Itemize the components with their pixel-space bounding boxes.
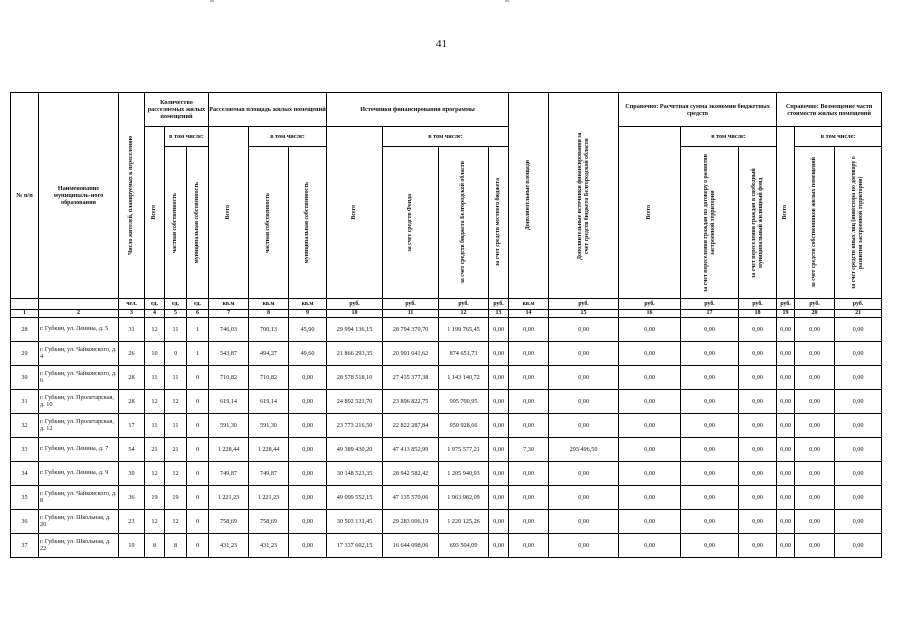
table-row — [11, 438, 882, 462]
header-municipal: муниципальная собственность — [187, 147, 209, 299]
header-municipal-area: муниципальная собственность — [289, 147, 327, 299]
table-cell: 0,00 — [619, 486, 681, 510]
header-area-group: Расселяемая площадь жилых помещений — [209, 93, 327, 127]
column-number: 17 — [681, 310, 739, 318]
header-extra-sources: Дополнительные источники финансирования за счет средств бюджета Белгородской области — [549, 93, 619, 299]
table-row — [11, 534, 882, 558]
table-cell: 431,23 — [249, 534, 289, 558]
table-cell: 0,00 — [739, 414, 777, 438]
table-cell: 0,00 — [489, 438, 509, 462]
header-area-total: Всего — [209, 127, 249, 299]
table-cell: 30 148 523,35 — [327, 462, 383, 486]
table-cell: 29 283 006,19 — [383, 510, 439, 534]
table-cell: 0,00 — [489, 342, 509, 366]
table-cell: 19 — [145, 486, 165, 510]
mo-name: г. Губкин, ул. Пролетарская, д. 10 — [39, 390, 119, 414]
table-cell: 0,00 — [619, 318, 681, 342]
table-cell: 0,00 — [739, 390, 777, 414]
column-number: 19 — [777, 310, 795, 318]
header-econ-contract: за счет переселения граждан по договору о развитии застроенной территории — [681, 147, 739, 299]
header-area-incl: в том числе: — [249, 127, 327, 147]
table-cell: 0,00 — [777, 342, 795, 366]
table-cell: 0,00 — [739, 510, 777, 534]
table-cell: 0,00 — [739, 486, 777, 510]
header-econ-free-fund: за счет переселения граждан в свободный муниципальный жилищный фонд — [739, 147, 777, 299]
table-cell: 1 — [187, 318, 209, 342]
table-cell: 0,00 — [681, 534, 739, 558]
table-cell: 0,00 — [681, 462, 739, 486]
table-cell: 543,87 — [209, 342, 249, 366]
table-cell: 758,69 — [249, 510, 289, 534]
mo-name: г. Губкин, ул. Ленина, д. 9 — [39, 462, 119, 486]
unit-cell: ед. — [187, 299, 209, 310]
unit-cell: руб. — [777, 299, 795, 310]
table-cell: 12 — [165, 462, 187, 486]
table-cell: 746,03 — [209, 318, 249, 342]
table-cell: 12 — [145, 390, 165, 414]
table-cell: 12 — [145, 318, 165, 342]
column-number: 12 — [439, 310, 489, 318]
table-cell: 28 794 370,70 — [383, 318, 439, 342]
table-cell: 619,14 — [249, 390, 289, 414]
table-cell: 0,00 — [795, 486, 835, 510]
table-row — [11, 390, 882, 414]
mo-name: г. Губкин, ул. Ленина, д. 7 — [39, 438, 119, 462]
table-cell: 0,00 — [509, 534, 549, 558]
table-cell: 28 — [119, 366, 145, 390]
table-cell: 0,00 — [489, 318, 509, 342]
table-cell: 12 — [165, 510, 187, 534]
unit-cell: кв.м — [509, 299, 549, 310]
table-cell: 0 — [187, 534, 209, 558]
mo-name: г. Губкин, ул. Чайковского, д. 4 — [39, 342, 119, 366]
header-comp-total: Всего — [777, 127, 795, 299]
unit-cell: руб. — [681, 299, 739, 310]
header-num: № п/п — [11, 93, 39, 299]
table-cell: 11 — [145, 414, 165, 438]
table-cell: 11 — [145, 366, 165, 390]
table-cell: 0,00 — [489, 366, 509, 390]
table-cell: 7,30 — [509, 438, 549, 462]
table-cell: 30 503 131,45 — [327, 510, 383, 534]
table-cell: 700,13 — [249, 318, 289, 342]
table-cell: 710,82 — [209, 366, 249, 390]
column-number: 5 — [165, 310, 187, 318]
table-cell: 0,00 — [835, 486, 882, 510]
table-cell: 23 773 216,50 — [327, 414, 383, 438]
table-cell: 0,00 — [509, 414, 549, 438]
table-cell: 0,00 — [549, 414, 619, 438]
table-cell: 11 — [165, 366, 187, 390]
row-number: 30 — [11, 366, 39, 390]
table-row — [11, 366, 882, 390]
table-cell: 1 143 140,72 — [439, 366, 489, 390]
table-cell: 0,00 — [489, 390, 509, 414]
table-cell: 23 — [119, 510, 145, 534]
column-number: 18 — [739, 310, 777, 318]
column-number: 6 — [187, 310, 209, 318]
table-cell: 0,00 — [835, 438, 882, 462]
table-cell: 0,00 — [835, 366, 882, 390]
table-cell: 1 228,44 — [249, 438, 289, 462]
unit-cell: руб. — [383, 299, 439, 310]
table-cell: 749,87 — [209, 462, 249, 486]
column-number: 3 — [119, 310, 145, 318]
table-cell: 0,00 — [509, 510, 549, 534]
mo-name: г. Губкин, ул. Ленина, д. 5 — [39, 318, 119, 342]
unit-cell: чел. — [119, 299, 145, 310]
table-cell: 0,00 — [489, 414, 509, 438]
table-cell: 0,00 — [777, 318, 795, 342]
unit-cell: руб. — [795, 299, 835, 310]
table-cell: 16 644 098,06 — [383, 534, 439, 558]
header-region-budget: за счет средств бюджета Белгородской области — [439, 147, 489, 299]
table-cell: 0,00 — [795, 390, 835, 414]
table-cell: 17 — [119, 414, 145, 438]
row-number: 36 — [11, 510, 39, 534]
table-cell: 710,82 — [249, 366, 289, 390]
table-cell: 0,00 — [739, 534, 777, 558]
header-comp-owners: за счет средств собственников жилых помещений — [795, 147, 835, 299]
table-cell: 21 866 293,35 — [327, 342, 383, 366]
table-cell: 0,00 — [739, 462, 777, 486]
table-cell: 0,00 — [489, 510, 509, 534]
table-cell: 0,00 — [619, 510, 681, 534]
table-cell: 950 928,66 — [439, 414, 489, 438]
row-number: 37 — [11, 534, 39, 558]
header-comp-investor: за счет средств иных лиц (инвестора по договору о развитии застроенной территории) — [835, 147, 882, 299]
header-sources-group: Источники финансирования программы — [327, 93, 509, 127]
table-cell: 31 — [119, 318, 145, 342]
mo-name: г. Губкин, ул. Пролетарская, д. 12 — [39, 414, 119, 438]
table-cell: 431,23 — [209, 534, 249, 558]
unit-cell: руб. — [489, 299, 509, 310]
unit-cell: руб. — [619, 299, 681, 310]
column-number: 21 — [835, 310, 882, 318]
table-cell: 0,00 — [489, 462, 509, 486]
table-cell: 1 — [187, 342, 209, 366]
table-cell: 0,00 — [795, 342, 835, 366]
table-cell: 1 963 982,09 — [439, 486, 489, 510]
row-number: 28 — [11, 318, 39, 342]
mo-name: г. Губкин, ул. Чайковского, д. 6 — [39, 366, 119, 390]
table-cell: 0,00 — [549, 510, 619, 534]
table-cell: 0,00 — [739, 318, 777, 342]
table-cell: 0,00 — [777, 414, 795, 438]
table-cell: 0,00 — [619, 534, 681, 558]
units-row — [11, 299, 882, 310]
table-cell: 0,00 — [835, 462, 882, 486]
table-row — [11, 318, 882, 342]
table-cell: 0,00 — [795, 318, 835, 342]
table-cell: 0,00 — [549, 318, 619, 342]
table-row — [11, 342, 882, 366]
table-cell: 24 892 523,70 — [327, 390, 383, 414]
table-cell: 0,00 — [739, 366, 777, 390]
table-cell: 0,00 — [835, 390, 882, 414]
unit-cell: ед. — [145, 299, 165, 310]
table-cell: 49 389 430,20 — [327, 438, 383, 462]
table-cell: 0,00 — [681, 342, 739, 366]
unit-cell: кв.м — [209, 299, 249, 310]
header-rooms-group: Количество расселяемых жилых помещений — [145, 93, 209, 127]
column-numbers-row — [11, 310, 882, 318]
table-cell: 9 — [165, 342, 187, 366]
table-cell: 19 — [119, 534, 145, 558]
table-cell: 0,00 — [509, 462, 549, 486]
table-cell: 36 — [119, 486, 145, 510]
table-cell: 0,00 — [835, 534, 882, 558]
column-number: 11 — [383, 310, 439, 318]
table-cell: 0 — [187, 366, 209, 390]
table-cell: 0,00 — [795, 462, 835, 486]
table-cell: 293 496,50 — [549, 438, 619, 462]
column-number: 7 — [209, 310, 249, 318]
table-cell: 0,00 — [777, 438, 795, 462]
table-cell: 0 — [187, 462, 209, 486]
table-cell: 47 135 570,06 — [383, 486, 439, 510]
row-number: 29 — [11, 342, 39, 366]
table-cell: 0,00 — [681, 438, 739, 462]
column-number: 14 — [509, 310, 549, 318]
table-cell: 30 — [119, 462, 145, 486]
table-cell: 0,00 — [681, 390, 739, 414]
unit-cell: руб. — [835, 299, 882, 310]
table-cell: 28 942 582,42 — [383, 462, 439, 486]
column-number: 2 — [39, 310, 119, 318]
unit-cell: кв.м — [289, 299, 327, 310]
header-fund: за счет средств Фонда — [383, 147, 439, 299]
column-number: 1 — [11, 310, 39, 318]
table-cell: 0,00 — [777, 366, 795, 390]
table-cell: 1 221,23 — [249, 486, 289, 510]
row-number: 35 — [11, 486, 39, 510]
header-mo-name: Наименование муниципаль-ного образования — [39, 93, 119, 299]
table-cell: 591,30 — [249, 414, 289, 438]
table-cell: 0,00 — [777, 510, 795, 534]
table-cell: 0,00 — [289, 414, 327, 438]
table-cell: 0,00 — [619, 438, 681, 462]
table-cell: 28 — [119, 390, 145, 414]
table-cell: 19 — [165, 486, 187, 510]
table-cell: 27 435 377,38 — [383, 366, 439, 390]
table-cell: 0,00 — [681, 318, 739, 342]
table-cell: 0,00 — [777, 534, 795, 558]
table-cell: 0,00 — [795, 366, 835, 390]
row-number: 34 — [11, 462, 39, 486]
unit-cell: кв.м — [249, 299, 289, 310]
table-cell: 0,00 — [289, 366, 327, 390]
table-cell: 1 228,44 — [209, 438, 249, 462]
table-cell: 49,60 — [289, 342, 327, 366]
table-cell: 0,00 — [619, 462, 681, 486]
table-cell: 47 413 852,99 — [383, 438, 439, 462]
table-cell: 0,00 — [549, 342, 619, 366]
table-cell: 26 — [119, 342, 145, 366]
table-cell: 591,30 — [209, 414, 249, 438]
row-number: 31 — [11, 390, 39, 414]
table-cell: 0,00 — [549, 534, 619, 558]
table-cell: 619,14 — [209, 390, 249, 414]
header-comp-incl: в том числе: — [795, 127, 882, 147]
table-cell: 1 199 765,45 — [439, 318, 489, 342]
table-cell: 0,00 — [289, 486, 327, 510]
table-cell: 0,00 — [619, 366, 681, 390]
table-cell: 0,00 — [835, 414, 882, 438]
table-cell: 0,00 — [795, 414, 835, 438]
table-cell: 0,00 — [289, 462, 327, 486]
table-cell: 0,00 — [777, 390, 795, 414]
margin-mark: · — [885, 330, 887, 336]
column-number: 15 — [549, 310, 619, 318]
table-cell: 995 700,95 — [439, 390, 489, 414]
table-cell: 0,00 — [835, 342, 882, 366]
table-cell: 17 337 602,15 — [327, 534, 383, 558]
table-cell: 494,27 — [249, 342, 289, 366]
mo-name: г. Губкин, ул. Чайковского, д. 8 — [39, 486, 119, 510]
table-cell: 11 — [165, 318, 187, 342]
table-cell: 8 — [165, 534, 187, 558]
unit-cell: руб. — [549, 299, 619, 310]
table-cell: 12 — [165, 390, 187, 414]
column-number: 4 — [145, 310, 165, 318]
table-cell: 0,00 — [509, 318, 549, 342]
table-cell: 1 975 577,21 — [439, 438, 489, 462]
table-cell: 0,00 — [509, 366, 549, 390]
table-row — [11, 510, 882, 534]
table-cell: 8 — [145, 534, 165, 558]
page-number: 41 — [436, 38, 447, 50]
table-cell: 693 504,09 — [439, 534, 489, 558]
header-rooms-incl: в том числе: — [165, 127, 209, 147]
unit-cell: руб. — [327, 299, 383, 310]
table-cell: 0 — [187, 486, 209, 510]
table-cell: 0,00 — [795, 510, 835, 534]
table-cell: 54 — [119, 438, 145, 462]
header-sources-total: Всего — [327, 127, 383, 299]
table-cell: 49 099 552,15 — [327, 486, 383, 510]
table-cell: 758,69 — [209, 510, 249, 534]
table-cell: 28 578 518,10 — [327, 366, 383, 390]
table-cell: 0,00 — [549, 462, 619, 486]
column-number: 8 — [249, 310, 289, 318]
table-cell: 0,00 — [289, 390, 327, 414]
table-cell: 0,00 — [509, 342, 549, 366]
table-cell: 0 — [187, 414, 209, 438]
table-cell: 1 205 940,93 — [439, 462, 489, 486]
column-number: 13 — [489, 310, 509, 318]
table-cell: 0,00 — [619, 414, 681, 438]
mo-name: г. Губкин, ул. Школьная, д. 22 — [39, 534, 119, 558]
table-cell: 0,00 — [619, 390, 681, 414]
table-cell: 0,00 — [739, 438, 777, 462]
unit-cell: руб. — [439, 299, 489, 310]
table-cell: 0 — [187, 390, 209, 414]
table-cell: 12 — [145, 510, 165, 534]
header-local-budget: за счет средств местного бюджета — [489, 147, 509, 299]
table-cell: 0,00 — [509, 486, 549, 510]
header-rooms-total: Всего — [145, 127, 165, 299]
table-cell: 45,90 — [289, 318, 327, 342]
table-cell: 0,00 — [489, 486, 509, 510]
table-cell: 0,00 — [795, 438, 835, 462]
table-cell: 10 — [145, 342, 165, 366]
unit-cell: руб. — [739, 299, 777, 310]
table-cell: 0,00 — [509, 390, 549, 414]
table-cell: 29 994 136,15 — [327, 318, 383, 342]
table-cell: 0,00 — [289, 438, 327, 462]
table-cell: 0,00 — [777, 486, 795, 510]
table-cell: 0,00 — [549, 366, 619, 390]
header-residents: Число жителей, планируемых к переселению — [119, 93, 145, 299]
table-cell: 0,00 — [681, 510, 739, 534]
table-cell: 0,00 — [619, 342, 681, 366]
header-sources-incl: в том числе: — [383, 127, 509, 147]
header-economy-group: Справочно: Расчетная сумма экономии бюджетных средств — [619, 93, 777, 127]
table-cell: 0,00 — [549, 390, 619, 414]
header-private-area: частная собственность — [249, 147, 289, 299]
table-cell: 22 822 287,84 — [383, 414, 439, 438]
table-cell: 11 — [165, 414, 187, 438]
header-comp-group: Справочно: Возмещение части стоимости жилых помещений — [777, 93, 882, 127]
table-cell: 0,00 — [777, 462, 795, 486]
table-row — [11, 414, 882, 438]
table-cell: 23 896 822,75 — [383, 390, 439, 414]
table-cell: 0,00 — [739, 342, 777, 366]
header-economy-total: Всего — [619, 127, 681, 299]
table-cell: 0 — [187, 438, 209, 462]
table-cell: 1 220 125,26 — [439, 510, 489, 534]
table-cell: 0,00 — [681, 486, 739, 510]
header-extra-area: Дополнительные площади — [509, 93, 549, 299]
table-cell: 20 991 641,62 — [383, 342, 439, 366]
table-cell: 874 651,73 — [439, 342, 489, 366]
header-private: частная собственность — [165, 147, 187, 299]
table-cell: 0,00 — [289, 534, 327, 558]
table-cell: 749,87 — [249, 462, 289, 486]
row-number: 33 — [11, 438, 39, 462]
row-number: 32 — [11, 414, 39, 438]
table-cell: 21 — [145, 438, 165, 462]
table-cell: 0,00 — [681, 414, 739, 438]
table-cell: 0,00 — [289, 510, 327, 534]
column-number: 9 — [289, 310, 327, 318]
table-row — [11, 462, 882, 486]
resettlement-table — [10, 92, 882, 558]
table-cell: 0,00 — [681, 366, 739, 390]
column-number: 10 — [327, 310, 383, 318]
table-cell: 21 — [165, 438, 187, 462]
column-number: 20 — [795, 310, 835, 318]
table-cell: 1 221,23 — [209, 486, 249, 510]
header-economy-incl: в том числе: — [681, 127, 777, 147]
unit-cell: ед. — [165, 299, 187, 310]
mo-name: г. Губкин, ул. Школьная, д. 20 — [39, 510, 119, 534]
table-cell: 0,00 — [835, 318, 882, 342]
table-row — [11, 486, 882, 510]
table-cell: 0,00 — [835, 510, 882, 534]
table-cell: 0,00 — [549, 486, 619, 510]
table-cell: 0,00 — [795, 534, 835, 558]
table-cell: 0,00 — [489, 534, 509, 558]
column-number: 16 — [619, 310, 681, 318]
table-cell: 0 — [187, 510, 209, 534]
table-cell: 12 — [145, 462, 165, 486]
